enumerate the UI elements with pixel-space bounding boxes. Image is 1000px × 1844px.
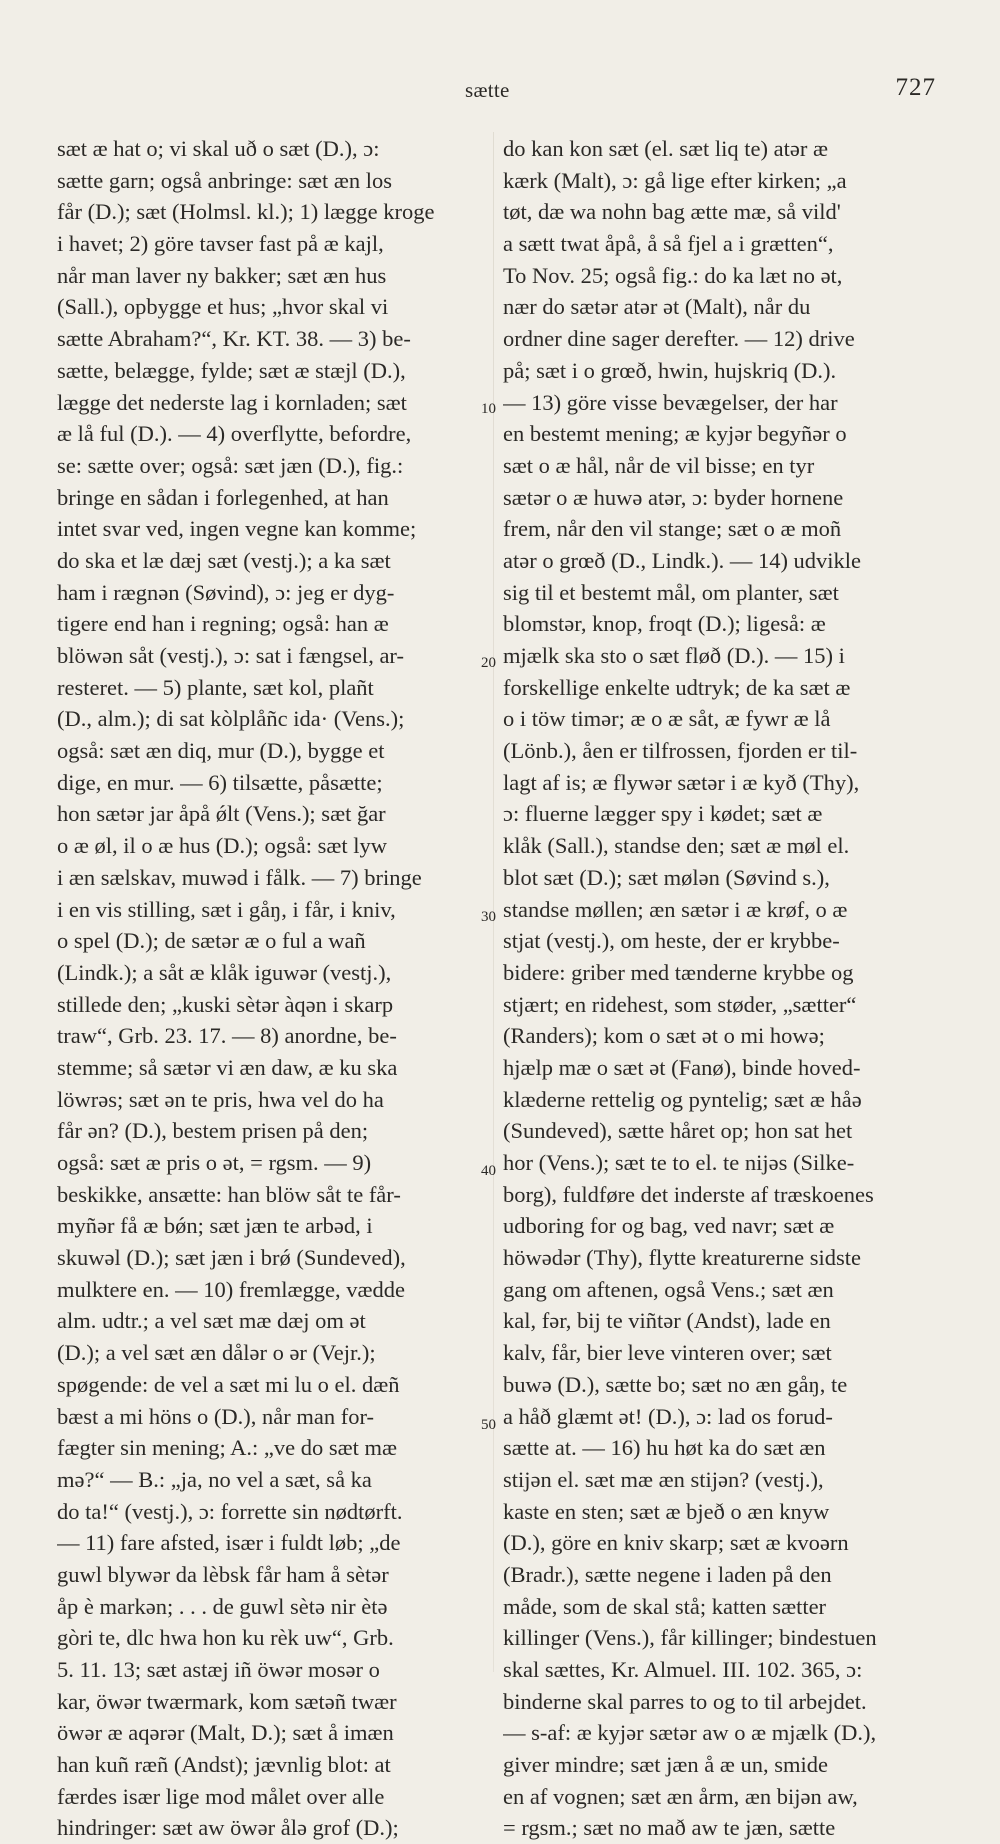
left-column-line: se: sætte over; også: sæt jæn (D.), fig.: [57,452,404,478]
left-column-line: når man laver ny bakker; sæt æn hus [57,262,387,288]
right-column-line: To Nov. 25; også fig.: do ka læt no ət, [503,262,843,288]
right-column-line: borg), fuldføre det inderste af træskoenes [503,1181,874,1207]
right-column-line: frem, når den vil stange; sæt o æ moñ [503,516,842,542]
left-column-line: hon sætər jar åpå ǿlt (Vens.); sæt ğar [57,801,386,827]
left-column-line: mulktere en. — 10) fremlægge, vædde [57,1276,406,1302]
left-column-line: mə?“ — B.: „ja, no vel a sæt, så ka [57,1466,372,1492]
left-column-line: guwl blywər da lèbsk får ham å sètər [57,1561,389,1587]
left-column-line: alm. udtr.; a vel sæt mæ dæj om ət [57,1308,366,1334]
right-column-line: binderne skal parres to og to til arbejdet. [503,1688,867,1714]
right-column-line: — s-af: æ kyjər sætər aw o æ mjælk (D.), [503,1720,877,1746]
left-column-line: han kuñ ræñ (Andst); jævnlig blot: at [57,1752,391,1778]
right-column-line: — 13) göre visse bevægelser, der har [503,389,838,415]
right-column-line: mjælk ska sto o sæt fløð (D.). — 15) i [503,643,845,668]
right-column-line: (Randers); kom o sæt ət o mi howə; [503,1023,825,1049]
right-column-line: bidere: griber med tænderne krybbe og [503,959,854,985]
left-column-line: beskikke, ansætte: han blöw såt te får- [57,1181,401,1207]
line-number: 10 [481,401,496,417]
left-column-line: sætte, belægge, fylde; sæt æ stæjl (D.), [57,357,406,383]
right-column-line: (D.), göre en kniv skarp; sæt æ kvoərn [503,1530,849,1556]
left-column-line: myñər få æ bǿn; sæt jæn te arbəd, i [57,1213,373,1239]
right-column-line: skal sættes, Kr. Almuel. III. 102. 365, ɔ: [503,1657,863,1682]
right-column-line: ordner dine sager derefter. — 12) drive [503,326,855,352]
right-column-line: klåk (Sall.), standse den; sæt æ møl el. [503,833,850,859]
left-column-line: (Lindk.); a såt æ klåk iguwər (vestj.), [57,959,392,985]
right-column-line: lagt af is; æ flywər sætər i æ kyð (Thy), [503,769,860,795]
left-column-line: færdes især lige mod målet over alle [57,1783,385,1809]
right-column-line: kaste en sten; sæt æ bjeð o æn knyw [503,1498,830,1524]
right-column-line: (Sundeved), sætte håret op; hon sat het [503,1118,853,1144]
right-column-line: stijən el. sæt mæ æn stijən? (vestj.), [503,1466,824,1492]
left-column-line: kar, öwər twærmark, kom sætəñ twær [57,1688,397,1714]
right-column-line: tøt, dæ wa nohn bag ætte mæ, så vild' [503,199,841,225]
page-header [0,74,1000,114]
right-column-line: standse møllen; æn sætər i æ krøf, o æ [503,896,848,922]
right-column-line: udboring for og bag, ved navr; sæt æ [503,1213,835,1239]
right-column-line: en af vognen; sæt æn årm, æn bijən aw, [503,1783,858,1809]
left-column-line: blöwən såt (vestj.), ɔ: sat i fængsel, ar- [57,643,404,668]
right-column-line: atər o grœð (D., Lindk.). — 14) udvikle [503,547,862,573]
right-column-line: giver mindre; sæt jæn å æ un, smide [503,1752,828,1778]
page-number: 727 [895,74,936,101]
right-column-line: på; sæt i o grœð, hwin, hujskriq (D.). [503,357,837,383]
left-column-line: bringe en sådan i forlegenhed, at han [57,484,389,510]
left-column-line: også: sæt æ pris o ət, = rgsm. — 9) [57,1150,372,1175]
right-column-line: en bestemt mening; æ kyjər begyñər o [503,421,847,447]
left-column-line: i en vis stilling, sæt i gåŋ, i får, i kniv, [57,896,396,922]
left-column-line: får ən? (D.), bestem prisen på den; [57,1118,369,1144]
right-column-line: höwədər (Thy), flytte kreaturerne sidste [503,1245,861,1271]
right-column-line: buwə (D.), sætte bo; sæt no æn gåŋ, te [503,1371,848,1397]
left-column-line: tigere end han i regning; også: han æ [57,611,389,637]
right-column-line: blot sæt (D.); sæt mølən (Søvind s.), [503,864,830,890]
left-column-line: (D.); a vel sæt æn dålər o ər (Vejr.); [57,1340,376,1366]
right-column-line: kalv, får, bier leve vinteren over; sæt [503,1340,832,1366]
left-column-line: öwər æ aqərər (Malt, D.); sæt å imæn [57,1720,394,1746]
right-column-line: sæt o æ hål, når de vil bisse; en tyr [503,452,815,478]
right-column-line: blomstər, knop, froqt (D.); ligeså: æ [503,611,826,637]
left-column-line: fægter sin mening; A.: „ve do sæt mæ [57,1435,397,1461]
line-number: 40 [481,1163,496,1179]
left-column-line: sætte Abraham?“, Kr. KT. 38. — 3) be- [57,326,411,352]
right-column-line: = rgsm.; sæt no mað aw te jæn, sætte [503,1815,836,1841]
right-column-line: a håð glæmt ət! (D.), ɔ: lad os forud- [503,1403,833,1429]
left-column-line: stillede den; „kuski sètər àqən i skarp [57,991,394,1017]
right-column-line: sætte at. — 16) hu høt ka do sæt æn [503,1435,826,1461]
left-column-line: (Sall.), opbygge et hus; „hvor skal vi [57,294,389,320]
right-column [503,133,947,1844]
left-column-line: traw“, Grb. 23. 17. — 8) anordne, be- [57,1023,397,1049]
left-column-line: ham i rægnən (Søvind), ɔ: jeg er dyg- [57,579,395,605]
right-column-line: sætər o æ huwə atər, ɔ: byder hornene [503,484,844,510]
left-column-line: i æn sælskav, muwəd i fålk. — 7) bringe [57,864,422,890]
left-column-line: bæst a mi höns o (D.), når man for- [57,1403,374,1429]
left-column-line: (D., alm.); di sat kòlplåñc ida· (Vens.); [57,706,405,732]
left-column-line: o æ øl, il o æ hus (D.); også: sæt lyw [57,833,388,859]
left-column-line: do ska et læ dæj sæt (vestj.); a ka sæt [57,547,391,573]
left-column-line: sæt æ hat o; vi skal uð o sæt (D.), ɔ: [57,136,380,161]
left-column-line: åp è markən; . . . de guwl sètə nir ètə [57,1593,388,1619]
right-column-line: ɔ: fluerne lægger spy i kødet; sæt æ [503,801,823,827]
left-column-line: — 11) fare afsted, især i fuldt løb; „de [57,1530,401,1556]
left-column-line: gòri te, dlc hwa hon ku rèk uw“, Grb. [57,1625,394,1651]
right-column-line: gang om aftenen, også Vens.; sæt æn [503,1276,834,1302]
left-column-line: intet svar ved, ingen vegne kan komme; [57,516,417,542]
left-column-line: får (D.); sæt (Holmsl. kl.); 1) lægge kroge [57,199,435,225]
right-column-line: kal, fər, bij te viñtər (Andst), lade en [503,1308,831,1334]
right-column-line: stjært; en ridehest, som støder, „sætter“ [503,991,857,1017]
right-column-line: nær do sætər atər ət (Malt), når du [503,294,811,320]
left-column-line: do ta!“ (vestj.), ɔ: forrette sin nødtørft. [57,1498,403,1524]
right-column-line: o i töw timər; æ o æ såt, æ fywr æ lå [503,706,831,732]
left-column-line: lægge det nederste lag i kornladen; sæt [57,389,407,415]
right-column-line: (Lönb.), åen er tilfrossen, fjorden er til- [503,738,858,764]
right-column-line: killinger (Vens.), får killinger; bindestuen [503,1625,877,1651]
right-column-line: (Bradr.), sætte negene i laden på den [503,1561,832,1587]
right-column-line: kærk (Malt), ɔ: gå lige efter kirken; „a [503,167,847,193]
left-column-line: skuwəl (D.); sæt jæn i brǿ (Sundeved), [57,1245,406,1271]
right-column-line: stjat (vestj.), om heste, der er krybbe- [503,928,840,954]
left-column-line: spøgende: de vel a sæt mi lu o el. dæñ [57,1371,400,1397]
right-column-line: måde, som de skal stå; katten sætter [503,1593,827,1619]
left-column-line: o spel (D.); de sætər æ o ful a wañ [57,928,366,954]
right-column-line: klæderne rettelig og pyntelig; sæt æ håə [503,1086,862,1112]
left-column-line: 5. 11. 13; sæt astæj iñ öwər mosər o [57,1657,380,1682]
line-number: 30 [481,909,496,925]
left-column-line: i havet; 2) göre tavser fast på æ kajl, [57,231,384,257]
right-column-line: a sætt twat åpå, å så fjel a i grætten“, [503,231,834,257]
left-column-line: sætte garn; også anbringe: sæt æn los [57,167,392,193]
right-column-line: do kan kon sæt (el. sæt liq te) atər æ [503,136,828,161]
right-column-line: sig til et bestemt mål, om planter, sæt [503,579,839,605]
right-column-line: hjælp mæ o sæt ət (Fanø), binde hoved- [503,1054,861,1080]
right-column-line: forskellige enkelte udtryk; de ka sæt æ [503,674,851,700]
left-column-line: stemme; så sætər vi æn daw, æ ku ska [57,1054,398,1080]
left-column-line: også: sæt æn diq, mur (D.), bygge et [57,738,385,764]
left-column [57,133,485,1844]
right-column-line: hor (Vens.); sæt te to el. te nijəs (Silke- [503,1150,855,1175]
column-divider [493,132,494,1672]
left-column-line: hindringer: sæt aw öwər ålə grof (D.); [57,1815,399,1841]
left-column-line: æ lå ful (D.). — 4) overflytte, befordre, [57,421,412,447]
line-number: 50 [481,1417,496,1433]
running-head: sætte [465,78,510,102]
left-column-line: dige, en mur. — 6) tilsætte, påsætte; [57,769,383,795]
left-column-line: löwrəs; sæt ən te pris, hwa vel do ha [57,1086,384,1112]
left-column-line: resteret. — 5) plante, sæt kol, plañt [57,674,374,700]
line-number: 20 [481,655,496,671]
